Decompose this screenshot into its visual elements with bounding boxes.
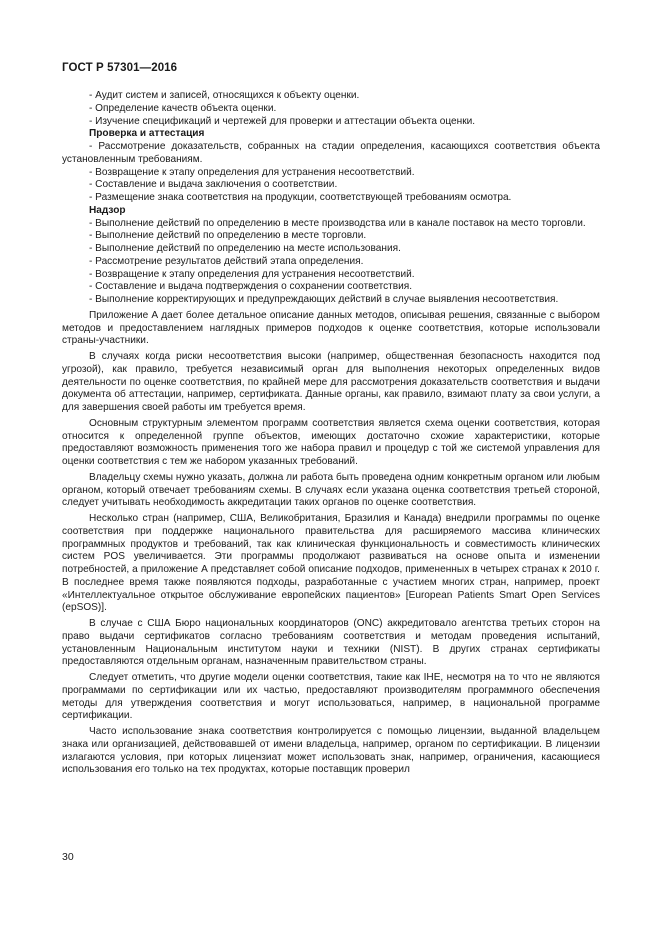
paragraph-high-risk: В случаях когда риски несоответствия высоки (например, общественная безопасность находится под угрозой), как правило, требуется независимый орган для выполнения некоторых определенных видов деятельности по оценке соответствия, по крайней мере для рассмотрения доказательств соответствия и выдачи документа об аттестации, например, сертификата. Данные органы, как правило, взимают плату за свои услуги, а для завершения своей работы им требуется время. xyxy=(62,351,600,413)
paragraph-usa-onc: В случае с США Бюро национальных координаторов (ONC) аккредитовало агентства третьих сторон на право выдачи сертификатов согласно требованиям соответствия и методам проведения испытаний, установленным Национальным институтом науки и техники (NIST). В других странах сертификаты предоставляются отдельным органам, назначенным правительством страны. xyxy=(62,618,600,668)
list-item: - Возвращение к этапу определения для устранения несоответствий. xyxy=(89,268,415,280)
list-item: - Определение качеств объекта оценки. xyxy=(89,102,277,114)
list-item: - Рассмотрение результатов действий этапа определения. xyxy=(89,255,364,267)
page-body xyxy=(62,90,600,777)
list-item: - Рассмотрение доказательств, собранных на стадии определения, касающихся соответствия объекта установленным требованиям. xyxy=(62,141,600,165)
paragraph-countries: Несколько стран (например, США, Великобритания, Бразилия и Канада) внедрили программы по оценке соответствия при поддержке национального правительства для расширяемого массива клинических программных продуктов и требований, так как клиническая функциональность и совместимость клинических систем POS увеличивается. Эти программы продолжают развиваться на основе опыта и изменении потребностей, а приложение А представляет собой описание подходов, примененных в четырех странах к 2010 г. В последнее время также появляются подходы, разработанные с участием многих стран, например, проект «Интеллектуальное открытое обслуживание европейских пациентов» [European Patients Smart Open Services (epSOS)]. xyxy=(62,513,600,614)
list-item: - Составление и выдача заключения о соответствии. xyxy=(89,179,338,191)
list-item: - Выполнение корректирующих и предупреждающих действий в случае выявления несоответствия. xyxy=(89,294,559,305)
paragraph-appendix-a: Приложение А дает более детальное описание данных методов, описывая решения, связанные с выбором методов и предоставлением наглядных примеров подходов к оценке соответствия, которые использовали страны-участники. xyxy=(62,309,600,347)
section-heading-supervision: Надзор xyxy=(89,204,126,216)
list-item: - Выполнение действий по определению в месте торговли. xyxy=(89,230,367,242)
list-item: - Составление и выдача подтверждения о сохранении соответствия. xyxy=(89,281,413,293)
paragraph-other-models: Следует отметить, что другие модели оценки соответствия, такие как IHE, несмотря на то что не являются программами по сертификации или их частью, предоставляют производителям программного обеспечения методы для утверждения соответствия и могут использоваться, например, в национальной программе сертификации. xyxy=(62,672,600,722)
paragraph-license: Часто использование знака соответствия контролируется с помощью лицензии, выданной владельцем знака или организацией, действовавшей от имени владельца, например, органом по сертификации. В лицензии излагаются условия, при которых лицензиат может использовать знак, например, ограничения, касающиеся использования его только на тех продуктах, которые поставщик проверил xyxy=(62,726,600,776)
paragraph-scheme-owner: Владельцу схемы нужно указать, должна ли работа быть проведена одним конкретным органом или любым органом, который отвечает требованиям схемы. В случаях если указана оценка соответствия третьей стороной, следует учитывать необходимость аккредитации таких органов по оценке соответствия. xyxy=(62,471,600,509)
list-item: - Размещение знака соответствия на продукции, соответствующей требованиям осмотра. xyxy=(89,192,512,203)
list-item: - Аудит систем и записей, относящихся к объекту оценки. xyxy=(89,90,360,101)
paragraph-scheme: Основным структурным элементом программ соответствия является схема оценки соответствия, которая относится к определенной группе объектов, имеющих достаточно схожие характеристики, которые предоставляют возможность применения того же набора правил и процедур с той же системой управления для оценки соответствия с тем же набором указанных требований. xyxy=(62,417,600,467)
list-item: - Выполнение действий по определению на месте использования. xyxy=(89,243,401,254)
section-heading-verification: Проверка и аттестация xyxy=(89,128,205,140)
document-number: ГОСТ Р 57301—2016 xyxy=(62,62,178,74)
list-item: - Возвращение к этапу определения для устранения несоответствий. xyxy=(89,166,415,178)
list-item: - Изучение спецификаций и чертежей для проверки и аттестации объекта оценки. xyxy=(89,115,476,127)
list-item: - Выполнение действий по определению в месте производства или в канале поставок на место торговли. xyxy=(89,217,586,229)
page-number: 30 xyxy=(62,851,74,863)
